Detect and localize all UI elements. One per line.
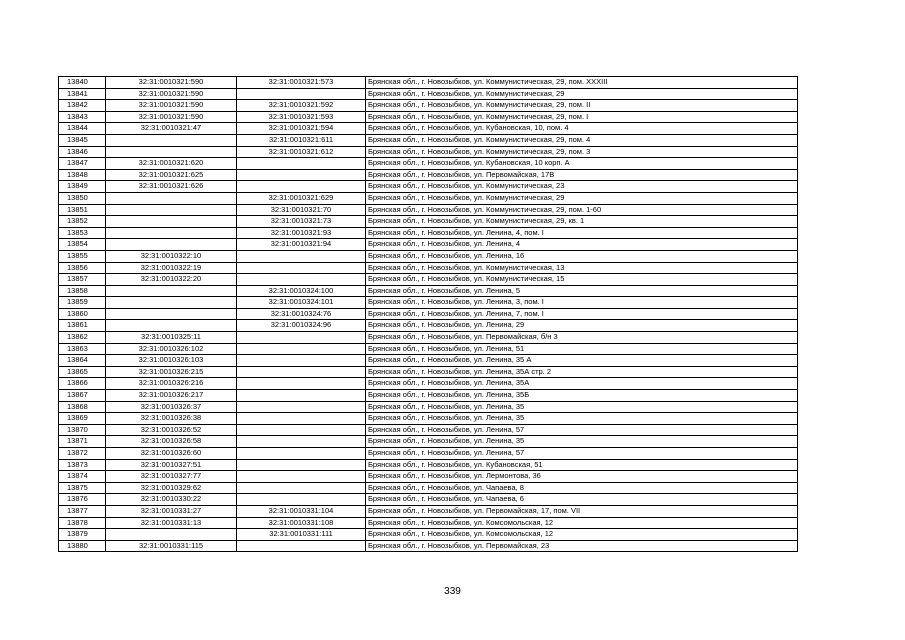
land-cadastral-cell: 32:31:0010327:51 (106, 459, 237, 471)
building-cadastral-cell: 32:31:0010321:70 (237, 204, 366, 216)
land-cadastral-cell (106, 320, 237, 332)
address-cell: Брянская обл., г. Новозыбков, ул. Первомайская, 23 (366, 540, 798, 552)
table-row (59, 343, 798, 355)
row-number-cell: 13862 (59, 332, 106, 344)
building-cadastral-cell (237, 494, 366, 506)
land-cadastral-cell: 32:31:0010326:216 (106, 378, 237, 390)
address-cell: Брянская обл., г. Новозыбков, ул. Ленина, 51 (366, 343, 798, 355)
building-cadastral-cell (237, 274, 366, 286)
land-cadastral-cell: 32:31:0010326:58 (106, 436, 237, 448)
table-row (59, 297, 798, 309)
land-cadastral-cell (106, 308, 237, 320)
row-number-cell: 13860 (59, 308, 106, 320)
land-cadastral-cell: 32:31:0010326:37 (106, 401, 237, 413)
table-row (59, 146, 798, 158)
address-cell: Брянская обл., г. Новозыбков, ул. Ленина, 35 (366, 436, 798, 448)
table-row (59, 471, 798, 483)
address-cell: Брянская обл., г. Новозыбков, ул. Ленина, 3, пом. I (366, 297, 798, 309)
table-row (59, 482, 798, 494)
row-number-cell: 13868 (59, 401, 106, 413)
building-cadastral-cell: 32:31:0010324:96 (237, 320, 366, 332)
table-row (59, 390, 798, 402)
land-cadastral-cell (106, 204, 237, 216)
table-row (59, 413, 798, 425)
building-cadastral-cell: 32:31:0010324:76 (237, 308, 366, 320)
row-number-cell: 13855 (59, 250, 106, 262)
building-cadastral-cell (237, 366, 366, 378)
row-number-cell: 13872 (59, 448, 106, 460)
building-cadastral-cell: 32:31:0010321:611 (237, 134, 366, 146)
building-cadastral-cell: 32:31:0010321:73 (237, 216, 366, 228)
row-number-cell: 13843 (59, 111, 106, 123)
address-cell: Брянская обл., г. Новозыбков, ул. Ленина, 16 (366, 250, 798, 262)
row-number-cell: 13842 (59, 100, 106, 112)
table-row (59, 227, 798, 239)
address-cell: Брянская обл., г. Новозыбков, ул. Ленина, 35А (366, 378, 798, 390)
row-number-cell: 13857 (59, 274, 106, 286)
row-number-cell: 13859 (59, 297, 106, 309)
land-cadastral-cell (106, 227, 237, 239)
building-cadastral-cell (237, 169, 366, 181)
row-number-cell: 13858 (59, 285, 106, 297)
building-cadastral-cell (237, 390, 366, 402)
building-cadastral-cell: 32:31:0010321:629 (237, 192, 366, 204)
building-cadastral-cell: 32:31:0010324:100 (237, 285, 366, 297)
building-cadastral-cell (237, 459, 366, 471)
land-cadastral-cell (106, 216, 237, 228)
building-cadastral-cell: 32:31:0010321:573 (237, 77, 366, 89)
land-cadastral-cell: 32:31:0010326:103 (106, 355, 237, 367)
registry-table-body (59, 77, 798, 552)
land-cadastral-cell: 32:31:0010331:27 (106, 505, 237, 517)
row-number-cell: 13854 (59, 239, 106, 251)
address-cell: Брянская обл., г. Новозыбков, ул. Ленина, 29 (366, 320, 798, 332)
land-cadastral-cell: 32:31:0010326:215 (106, 366, 237, 378)
address-cell: Брянская обл., г. Новозыбков, ул. Ленина, 35 А (366, 355, 798, 367)
address-cell: Брянская обл., г. Новозыбков, ул. Коммунистическая, 29, пом. 4 (366, 134, 798, 146)
building-cadastral-cell (237, 436, 366, 448)
land-cadastral-cell: 32:31:0010321:625 (106, 169, 237, 181)
address-cell: Брянская обл., г. Новозыбков, ул. Коммунистическая, 29, пом. 3 (366, 146, 798, 158)
address-cell: Брянская обл., г. Новозыбков, ул. Коммунистическая, 29, пом. II (366, 100, 798, 112)
building-cadastral-cell: 32:31:0010321:612 (237, 146, 366, 158)
land-cadastral-cell (106, 192, 237, 204)
row-number-cell: 13873 (59, 459, 106, 471)
table-row (59, 216, 798, 228)
land-cadastral-cell: 32:31:0010322:20 (106, 274, 237, 286)
table-row (59, 494, 798, 506)
row-number-cell: 13848 (59, 169, 106, 181)
address-cell: Брянская обл., г. Новозыбков, ул. Ленина, 35А стр. 2 (366, 366, 798, 378)
address-cell: Брянская обл., г. Новозыбков, ул. Ленина, 57 (366, 448, 798, 460)
building-cadastral-cell: 32:31:0010324:101 (237, 297, 366, 309)
row-number-cell: 13874 (59, 471, 106, 483)
table-row (59, 308, 798, 320)
address-cell: Брянская обл., г. Новозыбков, ул. Чапаева, 6 (366, 494, 798, 506)
building-cadastral-cell (237, 413, 366, 425)
land-cadastral-cell: 32:31:0010329:62 (106, 482, 237, 494)
row-number-cell: 13845 (59, 134, 106, 146)
address-cell: Брянская обл., г. Новозыбков, ул. Комсомольская, 12 (366, 529, 798, 541)
row-number-cell: 13840 (59, 77, 106, 89)
row-number-cell: 13846 (59, 146, 106, 158)
row-number-cell: 13871 (59, 436, 106, 448)
table-row (59, 262, 798, 274)
table-row (59, 181, 798, 193)
building-cadastral-cell (237, 424, 366, 436)
table-row (59, 436, 798, 448)
land-cadastral-cell: 32:31:0010326:217 (106, 390, 237, 402)
table-row (59, 355, 798, 367)
table-row (59, 459, 798, 471)
table-row (59, 169, 798, 181)
address-cell: Брянская обл., г. Новозыбков, ул. Комсомольская, 12 (366, 517, 798, 529)
table-row (59, 88, 798, 100)
row-number-cell: 13875 (59, 482, 106, 494)
table-row (59, 192, 798, 204)
row-number-cell: 13863 (59, 343, 106, 355)
address-cell: Брянская обл., г. Новозыбков, ул. Коммунистическая, 29, пом. I (366, 111, 798, 123)
land-cadastral-cell: 32:31:0010322:10 (106, 250, 237, 262)
address-cell: Брянская обл., г. Новозыбков, ул. Лермонтова, 36 (366, 471, 798, 483)
land-cadastral-cell (106, 297, 237, 309)
land-cadastral-cell: 32:31:0010321:590 (106, 111, 237, 123)
table-row (59, 540, 798, 552)
building-cadastral-cell (237, 378, 366, 390)
land-cadastral-cell: 32:31:0010330:22 (106, 494, 237, 506)
table-row (59, 320, 798, 332)
building-cadastral-cell (237, 540, 366, 552)
land-cadastral-cell (106, 146, 237, 158)
table-row (59, 366, 798, 378)
address-cell: Брянская обл., г. Новозыбков, ул. Первомайская, 17, пом. VII (366, 505, 798, 517)
land-cadastral-cell (106, 529, 237, 541)
building-cadastral-cell (237, 158, 366, 170)
address-cell: Брянская обл., г. Новозыбков, ул. Ленина, 4, пом. I (366, 227, 798, 239)
table-row (59, 158, 798, 170)
address-cell: Брянская обл., г. Новозыбков, ул. Ленина, 7, пом. I (366, 308, 798, 320)
address-cell: Брянская обл., г. Новозыбков, ул. Коммунистическая, 29, пом. 1-60 (366, 204, 798, 216)
building-cadastral-cell: 32:31:0010321:594 (237, 123, 366, 135)
row-number-cell: 13844 (59, 123, 106, 135)
address-cell: Брянская обл., г. Новозыбков, ул. Ленина, 35Б (366, 390, 798, 402)
building-cadastral-cell (237, 181, 366, 193)
address-cell: Брянская обл., г. Новозыбков, ул. Коммунистическая, 29 (366, 88, 798, 100)
table-row (59, 378, 798, 390)
land-cadastral-cell: 32:31:0010327:77 (106, 471, 237, 483)
land-cadastral-cell: 32:31:0010321:590 (106, 77, 237, 89)
table-row (59, 204, 798, 216)
row-number-cell: 13849 (59, 181, 106, 193)
address-cell: Брянская обл., г. Новозыбков, ул. Коммунистическая, 29, кв. 1 (366, 216, 798, 228)
row-number-cell: 13880 (59, 540, 106, 552)
table-row (59, 111, 798, 123)
building-cadastral-cell: 32:31:0010331:104 (237, 505, 366, 517)
building-cadastral-cell: 32:31:0010321:592 (237, 100, 366, 112)
address-cell: Брянская обл., г. Новозыбков, ул. Ленина, 4 (366, 239, 798, 251)
address-cell: Брянская обл., г. Новозыбков, ул. Коммунистическая, 29 (366, 192, 798, 204)
land-cadastral-cell: 32:31:0010326:102 (106, 343, 237, 355)
table-row (59, 100, 798, 112)
building-cadastral-cell: 32:31:0010321:93 (237, 227, 366, 239)
table-row (59, 448, 798, 460)
row-number-cell: 13877 (59, 505, 106, 517)
building-cadastral-cell (237, 448, 366, 460)
table-row (59, 285, 798, 297)
table-row (59, 505, 798, 517)
row-number-cell: 13878 (59, 517, 106, 529)
building-cadastral-cell (237, 250, 366, 262)
row-number-cell: 13850 (59, 192, 106, 204)
row-number-cell: 13852 (59, 216, 106, 228)
address-cell: Брянская обл., г. Новозыбков, ул. Ленина, 5 (366, 285, 798, 297)
row-number-cell: 13870 (59, 424, 106, 436)
table-row (59, 250, 798, 262)
building-cadastral-cell (237, 88, 366, 100)
address-cell: Брянская обл., г. Новозыбков, ул. Кубановская, 10 корп. А (366, 158, 798, 170)
building-cadastral-cell (237, 343, 366, 355)
address-cell: Брянская обл., г. Новозыбков, ул. Чапаева, 8 (366, 482, 798, 494)
table-row (59, 401, 798, 413)
row-number-cell: 13879 (59, 529, 106, 541)
table-row (59, 134, 798, 146)
table-row (59, 529, 798, 541)
address-cell: Брянская обл., г. Новозыбков, ул. Ленина, 35 (366, 413, 798, 425)
address-cell: Брянская обл., г. Новозыбков, ул. Ленина, 35 (366, 401, 798, 413)
address-cell: Брянская обл., г. Новозыбков, ул. Коммунистическая, 15 (366, 274, 798, 286)
address-cell: Брянская обл., г. Новозыбков, ул. Кубановская, 51 (366, 459, 798, 471)
address-cell: Брянская обл., г. Новозыбков, ул. Ленина, 57 (366, 424, 798, 436)
land-cadastral-cell: 32:31:0010321:47 (106, 123, 237, 135)
land-cadastral-cell: 32:31:0010325:11 (106, 332, 237, 344)
land-cadastral-cell (106, 285, 237, 297)
building-cadastral-cell: 32:31:0010321:593 (237, 111, 366, 123)
address-cell: Брянская обл., г. Новозыбков, ул. Кубановская, 10, пом. 4 (366, 123, 798, 135)
land-cadastral-cell: 32:31:0010326:52 (106, 424, 237, 436)
page-number: 339 (444, 586, 461, 597)
building-cadastral-cell: 32:31:0010331:111 (237, 529, 366, 541)
land-cadastral-cell: 32:31:0010331:13 (106, 517, 237, 529)
table-row (59, 517, 798, 529)
row-number-cell: 13853 (59, 227, 106, 239)
building-cadastral-cell (237, 355, 366, 367)
land-cadastral-cell (106, 239, 237, 251)
address-cell: Брянская обл., г. Новозыбков, ул. Коммунистическая, 13 (366, 262, 798, 274)
row-number-cell: 13867 (59, 390, 106, 402)
address-cell: Брянская обл., г. Новозыбков, ул. Коммунистическая, 23 (366, 181, 798, 193)
table-row (59, 123, 798, 135)
building-cadastral-cell (237, 471, 366, 483)
building-cadastral-cell (237, 262, 366, 274)
building-cadastral-cell (237, 482, 366, 494)
land-cadastral-cell: 32:31:0010326:38 (106, 413, 237, 425)
land-cadastral-cell: 32:31:0010322:19 (106, 262, 237, 274)
row-number-cell: 13869 (59, 413, 106, 425)
row-number-cell: 13866 (59, 378, 106, 390)
row-number-cell: 13856 (59, 262, 106, 274)
row-number-cell: 13876 (59, 494, 106, 506)
row-number-cell: 13851 (59, 204, 106, 216)
land-cadastral-cell: 32:31:0010321:626 (106, 181, 237, 193)
address-cell: Брянская обл., г. Новозыбков, ул. Коммунистическая, 29, пом. XXXIII (366, 77, 798, 89)
table-row (59, 274, 798, 286)
land-cadastral-cell (106, 134, 237, 146)
registry-table (58, 76, 798, 552)
building-cadastral-cell (237, 401, 366, 413)
table-row (59, 239, 798, 251)
land-cadastral-cell: 32:31:0010321:590 (106, 88, 237, 100)
row-number-cell: 13847 (59, 158, 106, 170)
land-cadastral-cell: 32:31:0010321:620 (106, 158, 237, 170)
building-cadastral-cell: 32:31:0010321:94 (237, 239, 366, 251)
building-cadastral-cell: 32:31:0010331:108 (237, 517, 366, 529)
building-cadastral-cell (237, 332, 366, 344)
address-cell: Брянская обл., г. Новозыбков, ул. Первомайская, б/н 3 (366, 332, 798, 344)
row-number-cell: 13861 (59, 320, 106, 332)
land-cadastral-cell: 32:31:0010326:60 (106, 448, 237, 460)
row-number-cell: 13865 (59, 366, 106, 378)
row-number-cell: 13864 (59, 355, 106, 367)
table-row (59, 424, 798, 436)
table-row (59, 332, 798, 344)
row-number-cell: 13841 (59, 88, 106, 100)
table-row (59, 77, 798, 89)
address-cell: Брянская обл., г. Новозыбков, ул. Первомайская, 17В (366, 169, 798, 181)
land-cadastral-cell: 32:31:0010331:115 (106, 540, 237, 552)
land-cadastral-cell: 32:31:0010321:590 (106, 100, 237, 112)
